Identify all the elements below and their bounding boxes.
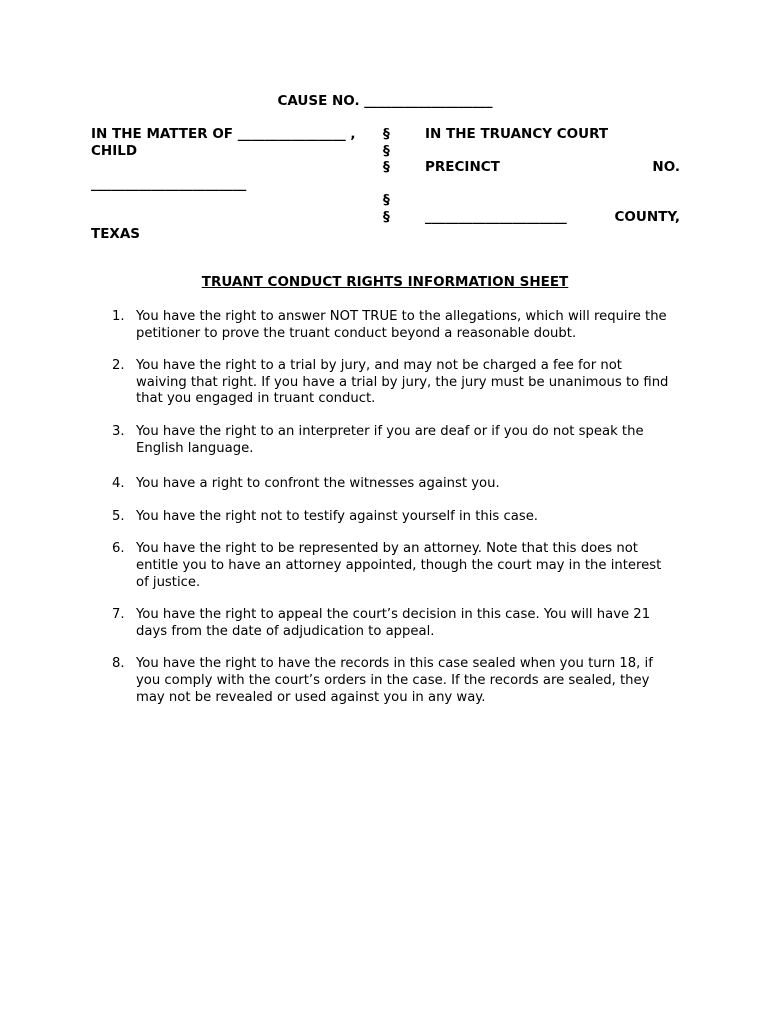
child-label: CHILD — [91, 142, 138, 159]
item-text: You have a right to confront the witnesses against you. — [136, 476, 500, 492]
court-line — [425, 126, 680, 143]
item-text: You have the right to a trial by jury, and may not be charged a fee for not waiving that right. If you have a trial by jury, the jury must be unanimous to find that you engaged in truant conduct. — [136, 358, 669, 407]
section-mark: § — [383, 142, 390, 159]
list-item — [112, 607, 672, 640]
item-number: 3. — [112, 423, 125, 439]
list-item — [112, 541, 672, 591]
item-text: You have the right to appeal the court’s decision in this case. You will have 21 days from the date of adjudication to appeal. — [136, 607, 651, 639]
caption-right — [425, 126, 680, 226]
item-text: You have the right not to testify against yourself in this case. — [136, 508, 538, 524]
list-item — [112, 656, 672, 706]
section-mark: § — [383, 159, 390, 176]
county-label: COUNTY, — [614, 208, 680, 225]
court-name: IN THE TRUANCY COURT — [425, 126, 609, 142]
list-item — [112, 358, 672, 408]
rights-list — [112, 309, 672, 706]
document-title: TRUANT CONDUCT RIGHTS INFORMATION SHEET — [201, 274, 569, 290]
item-number: 7. — [112, 607, 125, 623]
item-text: You have the right to be represented by an attorney. Note that this does not entitle you to have an attorney appointed, though the court may in the interest of justice. — [136, 541, 662, 590]
precinct-label: PRECINCT — [425, 159, 500, 176]
section-mark: § — [383, 126, 390, 142]
list-item — [112, 309, 672, 342]
cause-number: CAUSE NO. ___________________ — [277, 93, 493, 109]
section-mark: § — [383, 192, 390, 209]
county-line — [425, 209, 680, 226]
list-item — [112, 509, 672, 526]
item-text: You have the right to answer NOT TRUE to the allegations, which will require the petitioner to prove the truant conduct beyond a reasonable doubt. — [136, 309, 667, 341]
county-blank: _____________________ — [425, 208, 567, 225]
item-number: 4. — [112, 476, 125, 492]
section-mark: § — [383, 208, 390, 225]
section-marks — [383, 126, 397, 226]
list-item — [112, 424, 672, 457]
item-number: 1. — [112, 309, 125, 324]
item-text: You have the right to have the records in this case sealed when you turn 18, if you comply with the court’s orders in the case. If the records are sealed, they may not be revealed or used against you in any way. — [136, 656, 653, 705]
matter-line: IN THE MATTER OF ________________ , — [91, 126, 356, 142]
list-item — [112, 476, 672, 493]
precinct-no: NO. — [652, 159, 680, 176]
item-text: You have the right to an interpreter if you are deaf or if you do not speak the English language. — [136, 423, 644, 456]
child-name-blank: _______________________ — [91, 175, 247, 192]
item-number: 8. — [112, 656, 125, 672]
precinct-line — [425, 159, 680, 176]
item-number: 2. — [112, 358, 125, 374]
item-number: 6. — [112, 541, 125, 557]
item-number: 5. — [112, 508, 125, 524]
texas-label: TEXAS — [91, 225, 141, 242]
caption-left — [91, 126, 381, 242]
